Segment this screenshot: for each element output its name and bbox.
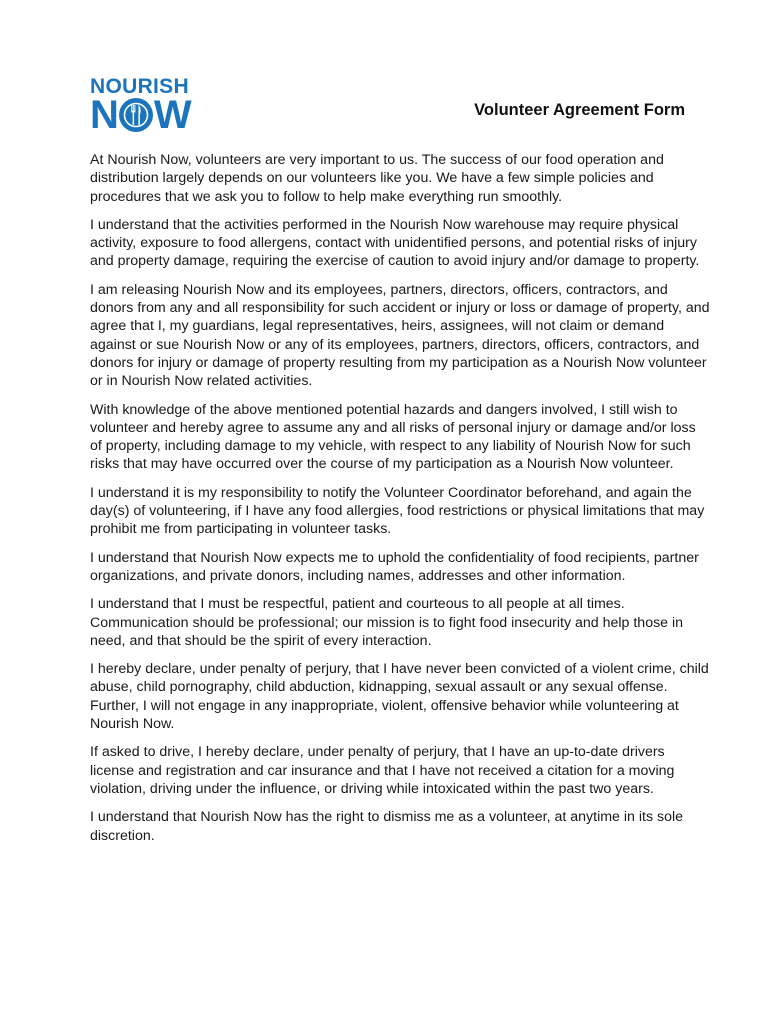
form-title: Volunteer Agreement Form <box>474 101 685 119</box>
paragraph-release: I am releasing Nourish Now and its employees, partners, directors, officers, contractors, and donors from any and all responsibility for such accident or injury or loss or damage of property, and agree that I, my guardians, legal representatives, heirs, assignees, will not claim or demand against or sue Nourish Now or any of its employees, partners, directors, officers, contractors, and donors for injury or damage of property resulting from my participation as a Nourish Now volunteer or in Nourish Now related activities. <box>90 281 710 390</box>
nourish-now-logo <box>90 75 220 137</box>
paragraph-activities: I understand that the activities performed in the Nourish Now warehouse may require physical activity, exposure to food allergens, contact with unidentified persons, and potential risks of injury and property damage, requiring the exercise of caution to avoid injury and/or damage to property. <box>90 216 700 270</box>
logo-letter-w: W <box>153 93 191 137</box>
logo-bottom-word <box>90 93 191 137</box>
paragraph-respect: I understand that I must be respectful, patient and courteous to all people at all times. Communication should be professional; our mission is to fight food insecurity and help those in need, and that should be the spirit of every interaction. <box>90 596 684 649</box>
logo-top-word: NOURISH <box>90 75 189 98</box>
agreement-body <box>90 151 710 855</box>
logo-letter-n: N <box>90 93 118 137</box>
paragraph-driving: If asked to drive, I hereby declare, under penalty of perjury, that I have an up-to-date drivers license and registration and car insurance and that I have not received a citation for a moving violation, driving under the influence, or driving while intoxicated within the past two years. <box>90 744 675 797</box>
paragraph-assume-risks: With knowledge of the above mentioned potential hazards and dangers involved, I still wish to volunteer and hereby agree to assume any and all risks of personal injury or damage and/or loss of property, including damage to my vehicle, with respect to any liability of Nourish Now for such risks that may have occurred over the course of my participation as a Nourish Now volunteer. <box>90 401 696 473</box>
paragraph-intro: At Nourish Now, volunteers are very important to us. The success of our food operation and distribution largely depends on our volunteers like you. We have a few simple policies and procedures that we ask you to follow to help make everything run smoothly. <box>90 152 664 205</box>
paragraph-allergies: I understand it is my responsibility to notify the Volunteer Coordinator beforehand, and again the day(s) of volunteering, if I have any food allergies, food restrictions or physical limitations that may prohibit me from participating in volunteer tasks. <box>90 484 705 538</box>
paragraph-confidentiality: I understand that Nourish Now expects me to uphold the confidentiality of food recipients, partner organizations, and private donors, including names, addresses and other information. <box>90 549 699 584</box>
paragraph-dismissal: I understand that Nourish Now has the right to dismiss me as a volunteer, at anytime in its sole discretion. <box>90 809 684 844</box>
paragraph-declaration: I hereby declare, under penalty of perjury, that I have never been convicted of a violent crime, child abuse, child pornography, child abduction, kidnapping, sexual assault or any sexual offense. Further, I will not engage in any inappropriate, violent, offensive behavior while volunteering at Nourish Now. <box>90 661 709 733</box>
plate-fork-knife-icon <box>117 97 155 133</box>
